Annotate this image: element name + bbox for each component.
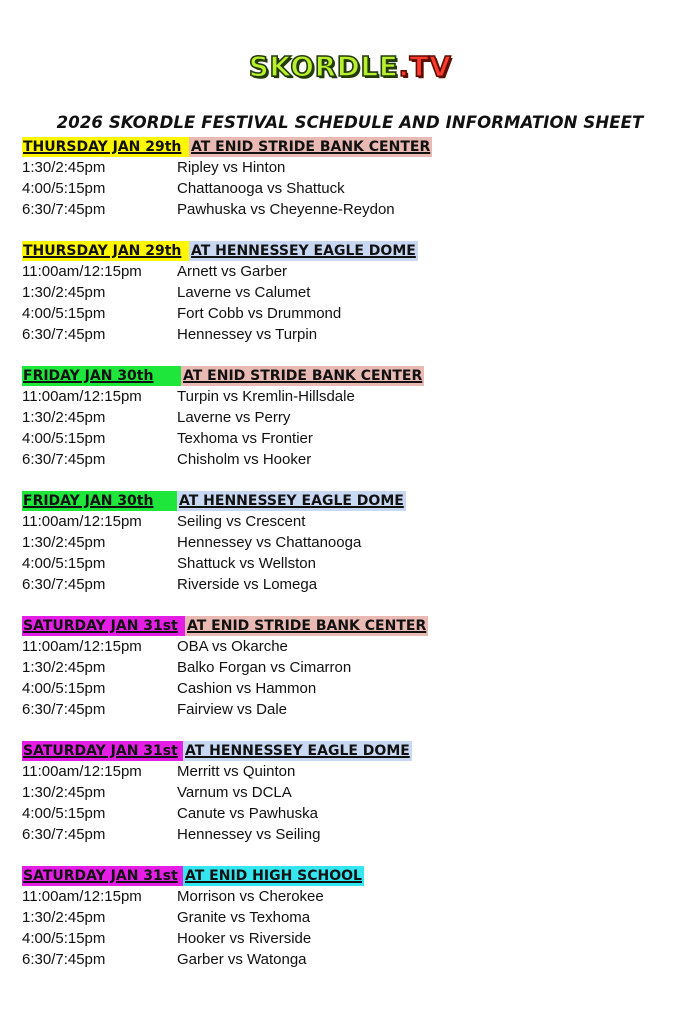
game-time: 1:30/2:45pm [22,784,106,801]
game-time: 11:00am/12:15pm [22,638,142,655]
game-row [22,907,682,928]
game-time: 1:30/2:45pm [22,659,106,676]
logo-main: SKORDLE [248,50,399,83]
game-row [22,282,682,303]
game-time: 4:00/5:15pm [22,180,106,197]
section-day-label: FRIDAY JAN 30th [22,366,181,386]
section-venue-label: AT HENNESSEY EAGLE DOME [179,493,404,509]
schedule-section [22,137,682,220]
game-matchup: Fort Cobb vs Drummond [177,305,342,322]
section-day-label: SATURDAY JAN 31st [22,866,183,886]
game-time: 11:00am/12:15pm [22,763,142,780]
game-row [22,678,682,699]
game-time: 1:30/2:45pm [22,909,106,926]
game-row [22,949,682,970]
game-matchup: Fairview vs Dale [177,701,288,718]
section-header [22,366,682,386]
section-header [22,866,682,886]
game-matchup: Texhoma vs Frontier [177,430,313,447]
section-day-label: SATURDAY JAN 31st [22,741,183,761]
game-time: 4:00/5:15pm [22,555,106,572]
section-venue-label: AT HENNESSEY EAGLE DOME [191,243,416,259]
game-row [22,782,682,803]
section-header [22,137,682,157]
game-row [22,157,682,178]
game-row [22,657,682,678]
logo [0,50,700,83]
schedule-section [22,866,682,970]
game-matchup: Hennessey vs Seiling [177,826,321,843]
game-matchup: Riverside vs Lomega [177,576,318,593]
game-row [22,928,682,949]
section-venue-label: AT ENID STRIDE BANK CENTER [183,368,423,384]
game-time: 6:30/7:45pm [22,951,106,968]
game-time: 11:00am/12:15pm [22,888,142,905]
schedule-section [22,741,682,845]
game-row [22,449,682,470]
game-matchup: Arnett vs Garber [177,263,288,280]
logo-suffix: .TV [398,50,452,83]
game-matchup: Cashion vs Hammon [177,680,317,697]
game-time: 6:30/7:45pm [22,826,106,843]
game-time: 1:30/2:45pm [22,409,106,426]
game-matchup: Varnum vs DCLA [177,784,292,801]
game-row [22,178,682,199]
section-header [22,491,682,511]
section-day-label: FRIDAY JAN 30th [22,491,177,511]
game-time: 6:30/7:45pm [22,201,106,218]
game-row [22,886,682,907]
game-matchup: Hennessey vs Chattanooga [177,534,362,551]
section-day-label: THURSDAY JAN 29th [22,137,189,157]
game-time: 6:30/7:45pm [22,701,106,718]
game-row [22,261,682,282]
game-matchup: Canute vs Pawhuska [177,805,318,822]
game-row [22,386,682,407]
game-matchup: Hooker vs Riverside [177,930,312,947]
game-time: 4:00/5:15pm [22,305,106,322]
game-matchup: Granite vs Texhoma [177,909,311,926]
game-time: 4:00/5:15pm [22,930,106,947]
game-time: 6:30/7:45pm [22,451,106,468]
game-row [22,636,682,657]
game-matchup: Turpin vs Kremlin-Hillsdale [177,388,355,405]
schedule-section [22,241,682,345]
schedule-section [22,616,682,720]
game-row [22,511,682,532]
game-matchup: Pawhuska vs Cheyenne-Reydon [177,201,395,218]
logo-text [249,50,452,83]
game-row [22,199,682,220]
game-row [22,574,682,595]
game-row [22,407,682,428]
schedule-section [22,366,682,470]
game-matchup: Garber vs Watonga [177,951,307,968]
game-matchup: Ripley vs Hinton [177,159,286,176]
game-matchup: Seiling vs Crescent [177,513,306,530]
game-row [22,761,682,782]
game-row [22,303,682,324]
game-time: 4:00/5:15pm [22,430,106,447]
game-matchup: Chattanooga vs Shattuck [177,180,345,197]
game-row [22,532,682,553]
section-day-label: THURSDAY JAN 29th [22,241,189,261]
section-day-label: SATURDAY JAN 31st [22,616,185,636]
game-time: 1:30/2:45pm [22,159,106,176]
game-time: 4:00/5:15pm [22,805,106,822]
game-row [22,824,682,845]
game-row [22,553,682,574]
game-matchup: OBA vs Okarche [177,638,288,655]
section-header [22,616,682,636]
section-venue-label: AT HENNESSEY EAGLE DOME [185,743,410,759]
section-venue-label: AT ENID STRIDE BANK CENTER [187,618,427,634]
schedule-section [22,491,682,595]
game-row [22,699,682,720]
game-matchup: Laverne vs Calumet [177,284,311,301]
game-matchup: Merritt vs Quinton [177,763,296,780]
game-matchup: Morrison vs Cherokee [177,888,324,905]
section-header [22,241,682,261]
game-time: 11:00am/12:15pm [22,263,142,280]
game-matchup: Laverne vs Perry [177,409,291,426]
section-venue-label: AT ENID HIGH SCHOOL [185,868,362,884]
game-time: 1:30/2:45pm [22,534,106,551]
game-time: 1:30/2:45pm [22,284,106,301]
game-time: 11:00am/12:15pm [22,388,142,405]
game-time: 6:30/7:45pm [22,576,106,593]
game-matchup: Shattuck vs Wellston [177,555,316,572]
section-venue-label: AT ENID STRIDE BANK CENTER [191,139,431,155]
game-row [22,324,682,345]
game-matchup: Hennessey vs Turpin [177,326,318,343]
section-header [22,741,682,761]
game-row [22,803,682,824]
game-matchup: Chisholm vs Hooker [177,451,312,468]
game-time: 11:00am/12:15pm [22,513,142,530]
game-time: 4:00/5:15pm [22,680,106,697]
game-time: 6:30/7:45pm [22,326,106,343]
game-matchup: Balko Forgan vs Cimarron [177,659,352,676]
game-row [22,428,682,449]
schedule [22,137,682,991]
page-title: 2026 SKORDLE FESTIVAL SCHEDULE AND INFORMATION SHEET [56,113,644,132]
